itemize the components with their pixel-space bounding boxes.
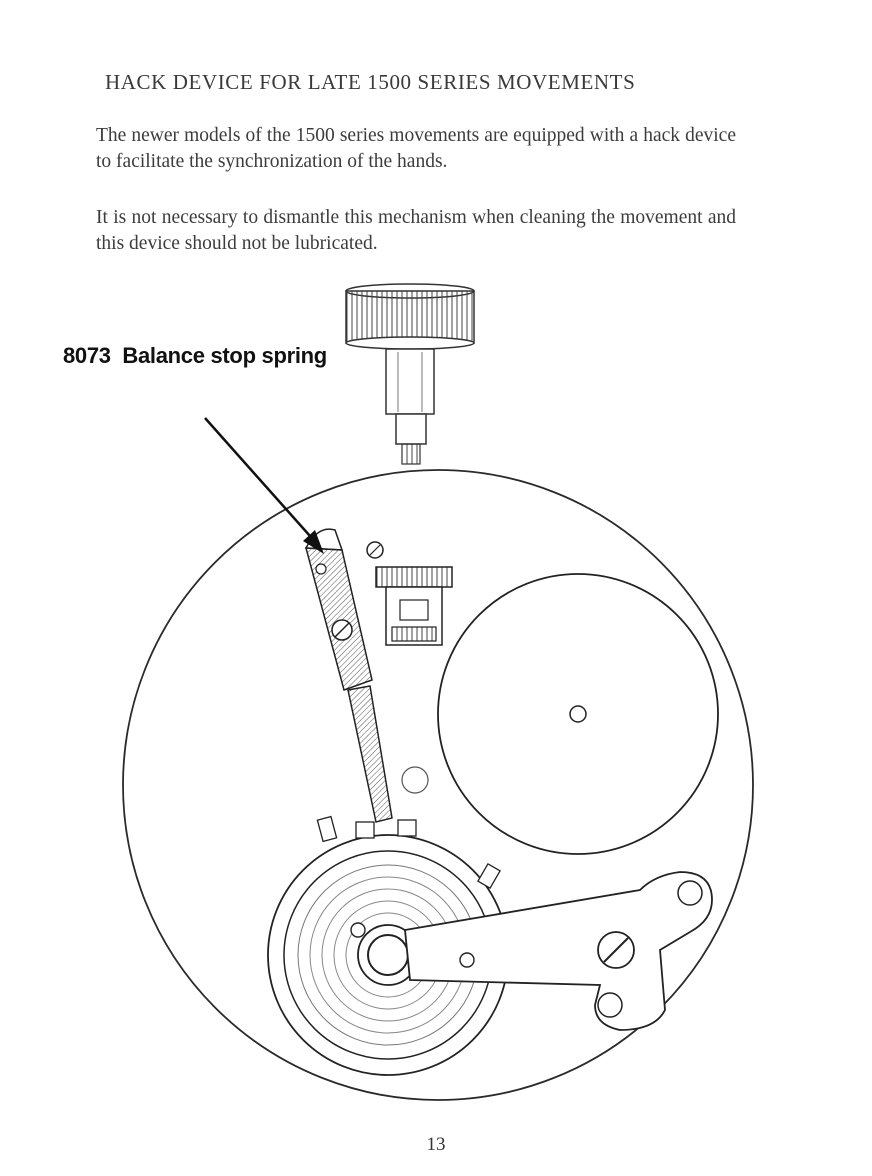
callout-arrow xyxy=(205,418,324,554)
section-heading: HACK DEVICE FOR LATE 1500 SERIES MOVEMENTS xyxy=(105,70,636,94)
intro-paragraph: The newer models of the 1500 series movements are equipped with a hack device to facilitate the synchronization of the hands. xyxy=(96,125,736,172)
setting-mechanism xyxy=(376,567,452,645)
mainspring-barrel xyxy=(438,574,718,854)
page-number: 13 xyxy=(426,1134,446,1155)
part-callout xyxy=(63,343,327,369)
part-label: Balance stop spring xyxy=(122,343,327,368)
part-number: 8073 xyxy=(63,343,111,368)
small-screw xyxy=(367,542,383,558)
winding-stem xyxy=(386,349,434,464)
maintenance-paragraph: It is not necessary to dismantle this mechanism when cleaning the movement and this device should not be lubricated. xyxy=(96,207,736,254)
jewel-hole xyxy=(402,767,428,793)
crown xyxy=(346,284,474,349)
